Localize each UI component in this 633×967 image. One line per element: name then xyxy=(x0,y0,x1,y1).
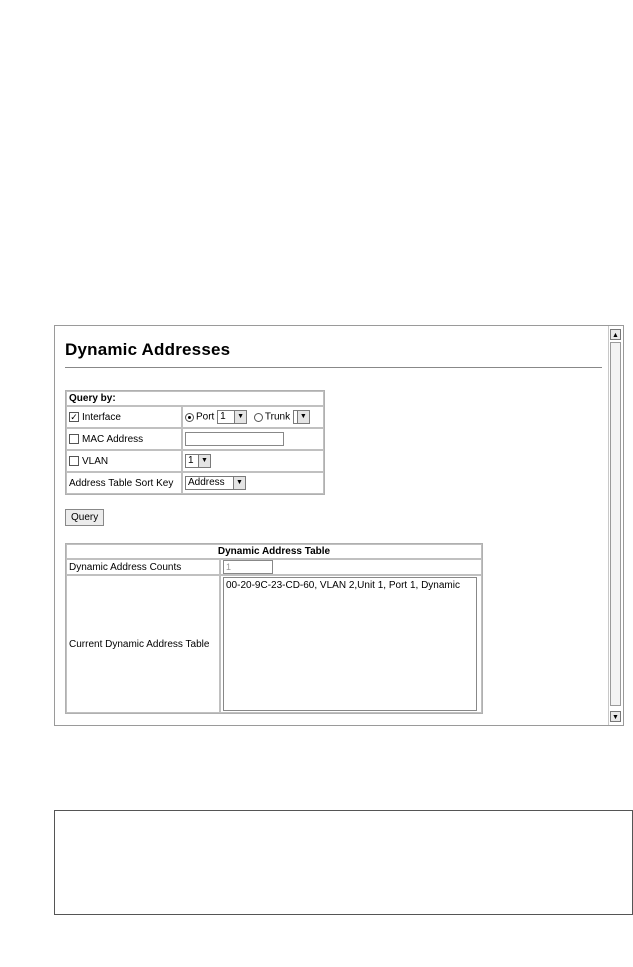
sort-key-select[interactable]: Address ▼ xyxy=(185,476,246,490)
empty-frame xyxy=(54,810,633,915)
trunk-select[interactable] xyxy=(293,410,310,424)
current-table-label: Current Dynamic Address Table xyxy=(66,575,220,713)
count-label: Dynamic Address Counts xyxy=(66,559,220,575)
count-row xyxy=(66,559,482,575)
trunk-radio[interactable] xyxy=(254,413,263,422)
mac-address-label: MAC Address xyxy=(82,433,144,445)
checkmark-icon: ✓ xyxy=(70,411,78,422)
scroll-up-icon[interactable]: ▲ xyxy=(610,329,621,340)
vlan-select[interactable]: 1 ▼ xyxy=(185,454,211,468)
mac-address-row xyxy=(66,428,324,450)
scroll-down-icon[interactable]: ▼ xyxy=(610,711,621,722)
result-header: Dynamic Address Table xyxy=(66,544,482,559)
count-field: 1 xyxy=(223,560,273,574)
query-button[interactable]: Query xyxy=(65,509,104,526)
vlan-label: VLAN xyxy=(82,455,109,467)
title-divider xyxy=(65,367,602,368)
sort-key-label: Address Table Sort Key xyxy=(66,472,182,494)
query-table xyxy=(65,390,325,495)
list-item[interactable]: 00-20-9C-23-CD-60, VLAN 2,Unit 1, Port 1, Dynamic xyxy=(226,580,460,591)
dropdown-arrow-icon: ▼ xyxy=(297,411,309,423)
vlan-checkbox[interactable] xyxy=(69,456,79,466)
dropdown-arrow-icon: ▼ xyxy=(234,411,246,423)
vlan-row xyxy=(66,450,324,472)
sort-key-row xyxy=(66,472,324,494)
dropdown-arrow-icon: ▼ xyxy=(198,455,210,467)
dynamic-addresses-panel xyxy=(54,325,624,726)
dynamic-address-table xyxy=(65,543,483,714)
query-header: Query by: xyxy=(66,391,324,406)
port-radio[interactable] xyxy=(185,413,194,422)
address-list[interactable] xyxy=(223,577,477,711)
trunk-label: Trunk xyxy=(264,411,291,423)
current-table-row xyxy=(66,575,482,713)
page-title: Dynamic Addresses xyxy=(65,340,231,359)
scroll-thumb[interactable] xyxy=(610,342,621,706)
vertical-scrollbar[interactable] xyxy=(608,326,623,725)
mac-address-checkbox[interactable] xyxy=(69,434,79,444)
port-select[interactable]: 1 ▼ xyxy=(217,410,247,424)
interface-row xyxy=(66,406,324,428)
mac-address-input[interactable] xyxy=(185,432,284,446)
dropdown-arrow-icon: ▼ xyxy=(233,477,245,489)
interface-label: Interface xyxy=(82,411,121,423)
interface-checkbox[interactable] xyxy=(69,412,79,422)
port-label: Port xyxy=(196,411,215,423)
